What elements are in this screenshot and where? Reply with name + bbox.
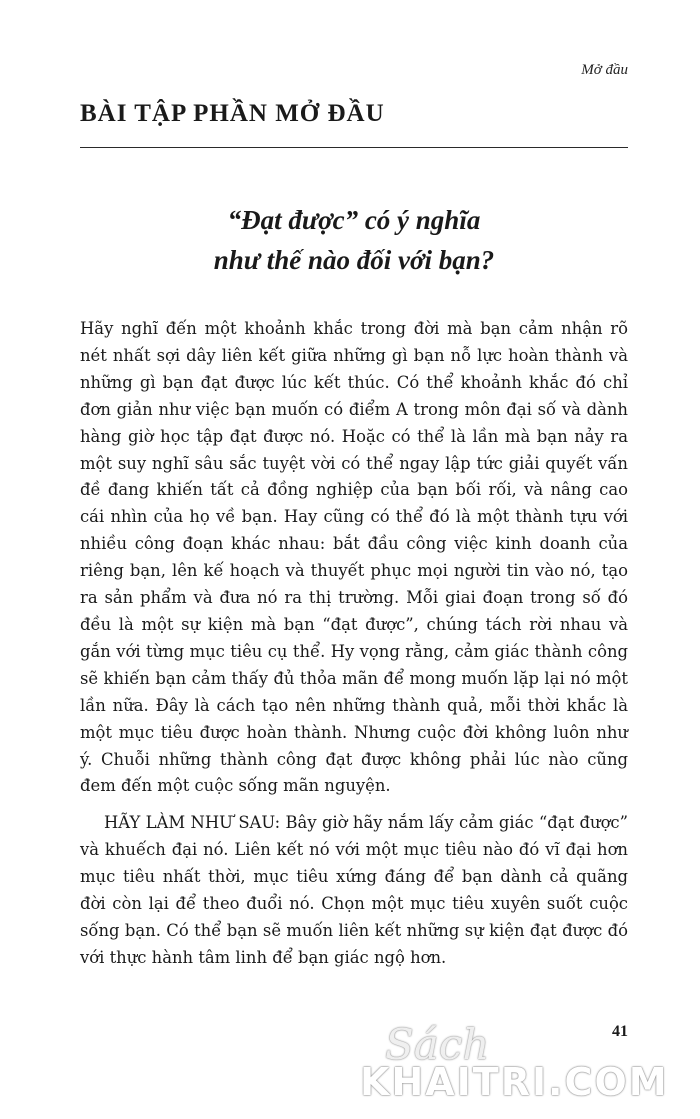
- subtitle-line-1: “Đạt được” có ý nghĩa: [227, 205, 481, 235]
- page-number: 41: [612, 1023, 628, 1040]
- section-subtitle: [80, 200, 628, 280]
- watermark-logo: [360, 1020, 690, 1110]
- body-text: [80, 316, 628, 982]
- watermark-script: Sách: [385, 1020, 490, 1069]
- body-paragraph-1: Hãy nghĩ đến một khoảnh khắc trong đời mà bạn cảm nhận rõ nét nhất sợi dây liên kết giữa những gì bạn nỗ lực hoàn thành và những gì bạn đạt được lúc kết thúc. Có thể khoảnh khắc đó chỉ đơn giản như việc bạn muốn có điểm A trong môn đại số và dành hàng giờ học tập đạt được nó. Hoặc có thể là lần mà bạn nảy ra một suy nghĩ sâu sắc tuyệt vời có thể ngay lập tức giải quyết vấn đề đang khiến tất cả đồng nghiệp của bạn bối rối, và nâng cao cái nhìn của họ về bạn. Hay cũng có thể đó là một thành tựu với nhiều công đoạn khác nhau: bắt đầu công việc kinh doanh của riêng bạn, lên kế hoạch và thuyết phục mọi người tin vào nó, tạo ra sản phẩm và đưa nó ra thị trường. Mỗi giai đoạn trong số đó đều là một sự kiện mà bạn “đạt được”, chúng tách rời nhau và gắn với từng mục tiêu cụ thể. Hy vọng rằng, cảm giác thành công sẽ khiến bạn cảm thấy đủ thỏa mãn để mong muốn lặp lại nó một lần nữa. Đây là cách tạo nên những thành quả, mỗi thời khắc là một mục tiêu được hoàn thành. Nhưng cuộc đời không luôn như ý. Chuỗi những thành công đạt được không phải lúc nào cũng đem đến một cuộc sống mãn nguyện.: [80, 319, 628, 796]
- body-paragraph-2: HÃY LÀM NHƯ SAU: Bây giờ hãy nắm lấy cảm giác “đạt được” và khuếch đại nó. Liên kết nó với một mục tiêu nào đó vĩ đại hơn mục tiêu nhất thời, mục tiêu xứng đáng để bạn dành cả quãng đời còn lại để theo đuổi nó. Chọn một mục tiêu xuyên suốt cuộc sống bạn. Có thể bạn sẽ muốn liên kết những sự kiện đạt được đó với thực hành tâm linh để bạn giác ngộ hơn.: [80, 813, 628, 967]
- watermark-brand: KHAITRI.COM: [360, 1060, 669, 1104]
- running-header: Mở đầu: [581, 62, 628, 78]
- title-divider: [80, 147, 628, 148]
- chapter-title: BÀI TẬP PHẦN MỞ ĐẦU: [80, 100, 385, 127]
- subtitle-line-2: như thế nào đối với bạn?: [213, 245, 495, 275]
